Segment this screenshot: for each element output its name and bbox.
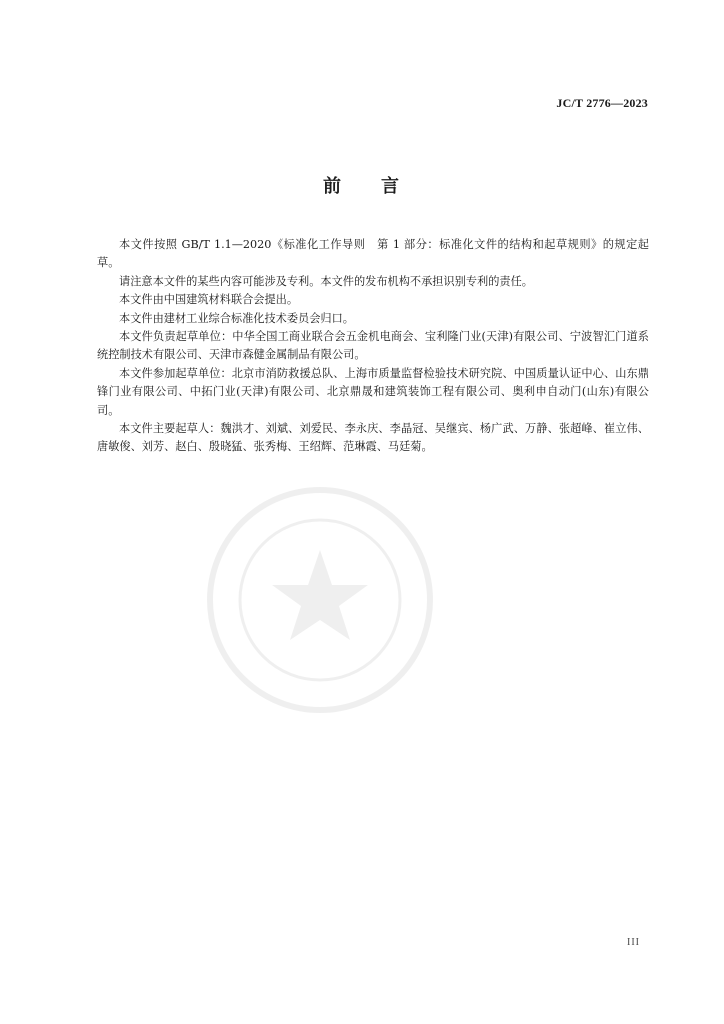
paragraph-participating-units: 本文件参加起草单位：北京市消防救援总队、上海市质量监督检验技术研究院、中国质量认证中心、山东鼎锋门业有限公司、中拓门业(天津)有限公司、北京鼎晟和建筑装饰工程有限公司、奥利申自动门(山东)有限公司。 [97,366,649,417]
paragraph-drafting-rules: 本文件按照 GB/T 1.1—2020《标准化工作导则 第 1 部分：标准化文件的结构和起草规则》的规定起草。 [97,238,649,270]
foreword-body [97,236,649,457]
title-part-2: 言 [381,176,401,197]
paragraph-main-drafters: 本文件主要起草人：魏洪才、刘斌、刘爱民、李永庆、李晶冠、吴继宾、杨广武、万静、张超峰、崔立伟、唐敏俊、刘芳、赵白、殷晓猛、张秀梅、王绍辉、范琳霞、马廷菊。 [97,422,649,454]
faint-watermark-icon [170,470,470,730]
paragraph-patent-notice: 请注意本文件的某些内容可能涉及专利。本文件的发布机构不承担识别专利的责任。 [119,274,533,288]
title-part-1: 前 [323,176,343,197]
paragraph-proposer: 本文件由中国建筑材料联合会提出。 [119,293,299,307]
page-title [0,172,724,198]
paragraph-committee: 本文件由建材工业综合标准化技术委员会归口。 [119,311,354,325]
page-number: III [627,937,640,948]
paragraph-lead-drafting-units: 本文件负责起草单位：中华全国工商业联合会五金机电商会、宝利隆门业(天津)有限公司、宁波智汇门道系统控制技术有限公司、天津市森健金属制品有限公司。 [97,330,649,362]
document-code: JC/T 2776—2023 [556,96,648,110]
